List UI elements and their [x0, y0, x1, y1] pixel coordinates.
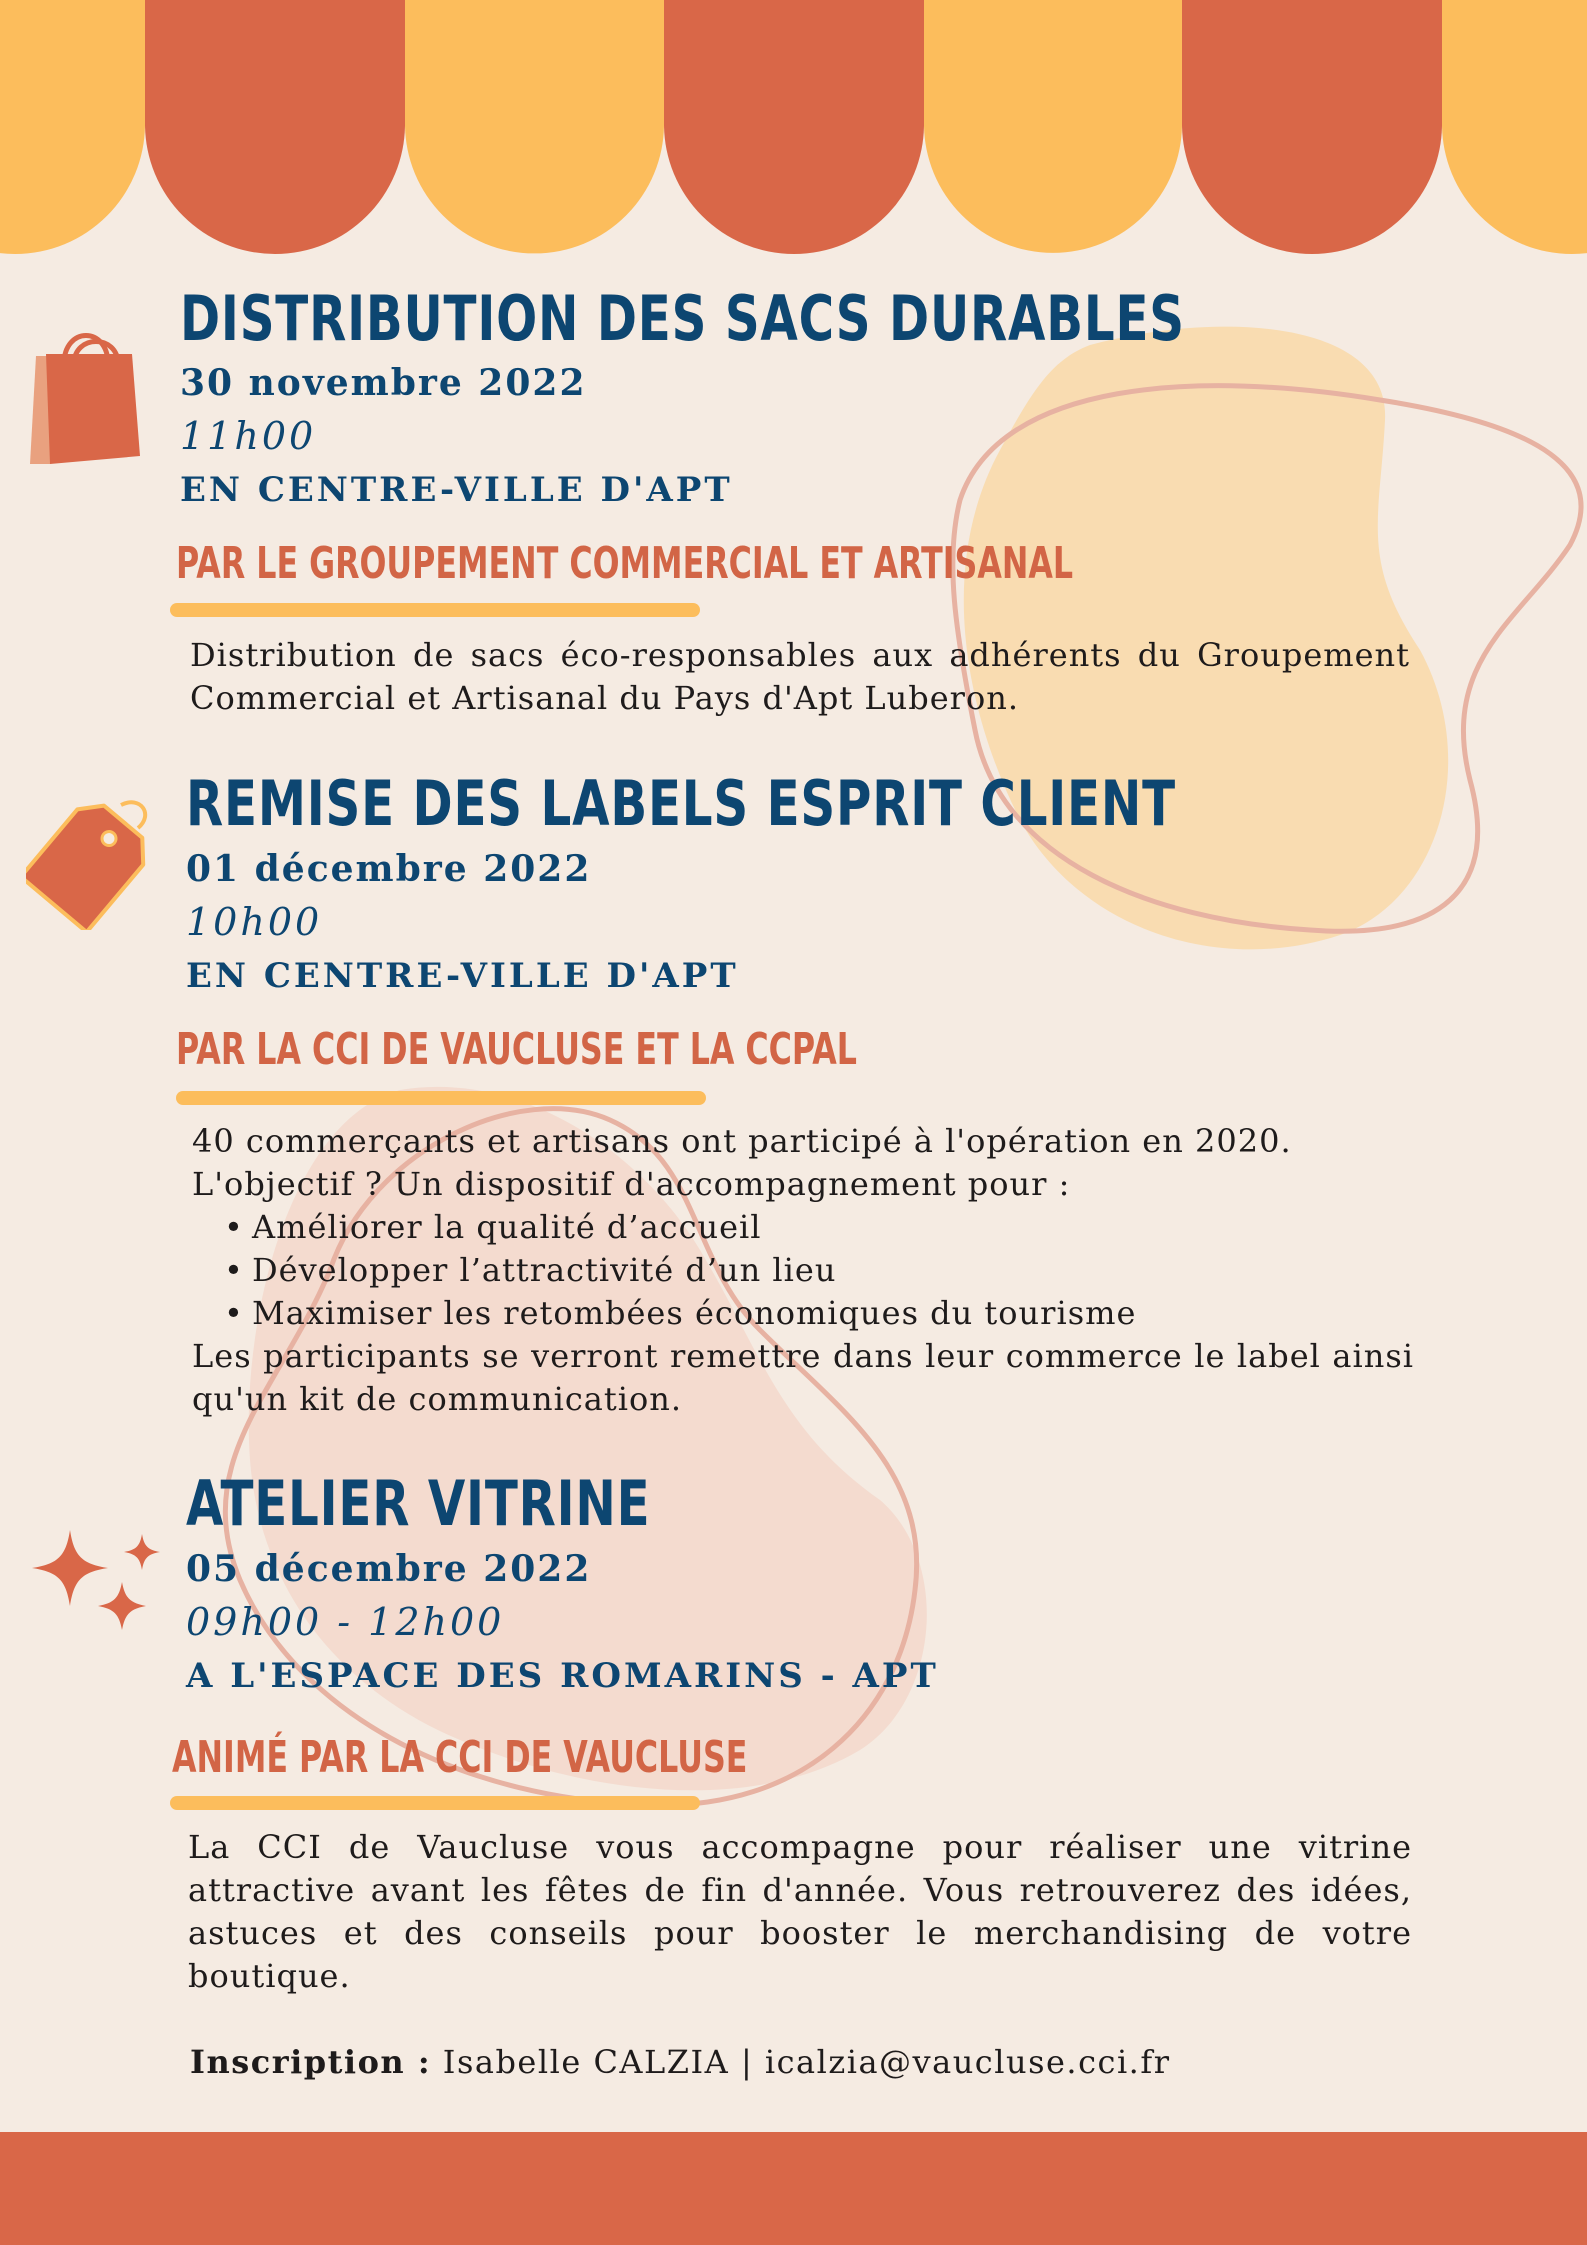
- section-body: [192, 1120, 1414, 1421]
- subtitle-underline: [170, 1796, 700, 1810]
- event-location: EN CENTRE-VILLE D'APT: [186, 956, 739, 996]
- section-paragraph: La CCI de Vaucluse vous accompagne pour réaliser une vitrine attractive avant les fêtes de fin d'année. Vous retrouverez des idées, astuces et des conseils pour booster le merchandising de votre boutique.: [188, 1828, 1412, 1995]
- section-title: REMISE DES LABELS ESPRIT CLIENT: [186, 767, 1176, 840]
- bullet-list: [192, 1206, 1414, 1335]
- inscription-line: [190, 2043, 1170, 2081]
- awning-outline: [0, 0, 1587, 260]
- section-title: ATELIER VITRINE: [186, 1467, 651, 1540]
- section-subtitle: ANIMÉ PAR LA CCI DE VAUCLUSE: [172, 1732, 748, 1783]
- subtitle-underline: [170, 603, 700, 617]
- event-time: 10h00: [186, 900, 323, 944]
- subtitle-underline: [176, 1091, 706, 1105]
- footer-band: [0, 2132, 1587, 2245]
- section-subtitle: PAR LE GROUPEMENT COMMERCIAL ET ARTISANAL: [176, 538, 1074, 589]
- event-location: EN CENTRE-VILLE D'APT: [180, 470, 733, 510]
- event-time: 11h00: [180, 414, 317, 458]
- event-date: 05 décembre 2022: [186, 1548, 592, 1590]
- list-item: • Améliorer la qualité d’accueil: [192, 1206, 1414, 1249]
- event-location: A L'ESPACE DES ROMARINS - APT: [186, 1656, 939, 1696]
- inscription-contact: Isabelle CALZIA | icalzia@vaucluse.cci.fr: [442, 2043, 1171, 2081]
- event-date: 01 décembre 2022: [186, 848, 592, 890]
- list-item: • Développer l’attractivité d’un lieu: [192, 1249, 1414, 1292]
- event-time: 09h00 - 12h00: [186, 1600, 505, 1644]
- event-date: 30 novembre 2022: [180, 362, 587, 404]
- outro-paragraph: Les participants se verront remettre dans leur commerce le label ainsi qu'un kit de communication.: [192, 1337, 1414, 1418]
- inscription-label: Inscription :: [190, 2043, 432, 2081]
- section-title: DISTRIBUTION DES SACS DURABLES: [180, 282, 1185, 355]
- price-tag-icon: [26, 790, 156, 930]
- intro-line: L'objectif ? Un dispositif d'accompagnement pour :: [192, 1165, 1071, 1203]
- list-item: • Maximiser les retombées économiques du tourisme: [192, 1292, 1414, 1335]
- intro-line: 40 commerçants et artisans ont participé à l'opération en 2020.: [192, 1122, 1292, 1160]
- sparkles-icon: [30, 1526, 164, 1636]
- section-paragraph: Distribution de sacs éco-responsables aux adhérents du Groupement Commercial et Artisanal du Pays d'Apt Luberon.: [190, 636, 1410, 717]
- shopping-bag-icon: [28, 316, 144, 466]
- section-subtitle: PAR LA CCI DE VAUCLUSE ET LA CCPAL: [176, 1024, 857, 1075]
